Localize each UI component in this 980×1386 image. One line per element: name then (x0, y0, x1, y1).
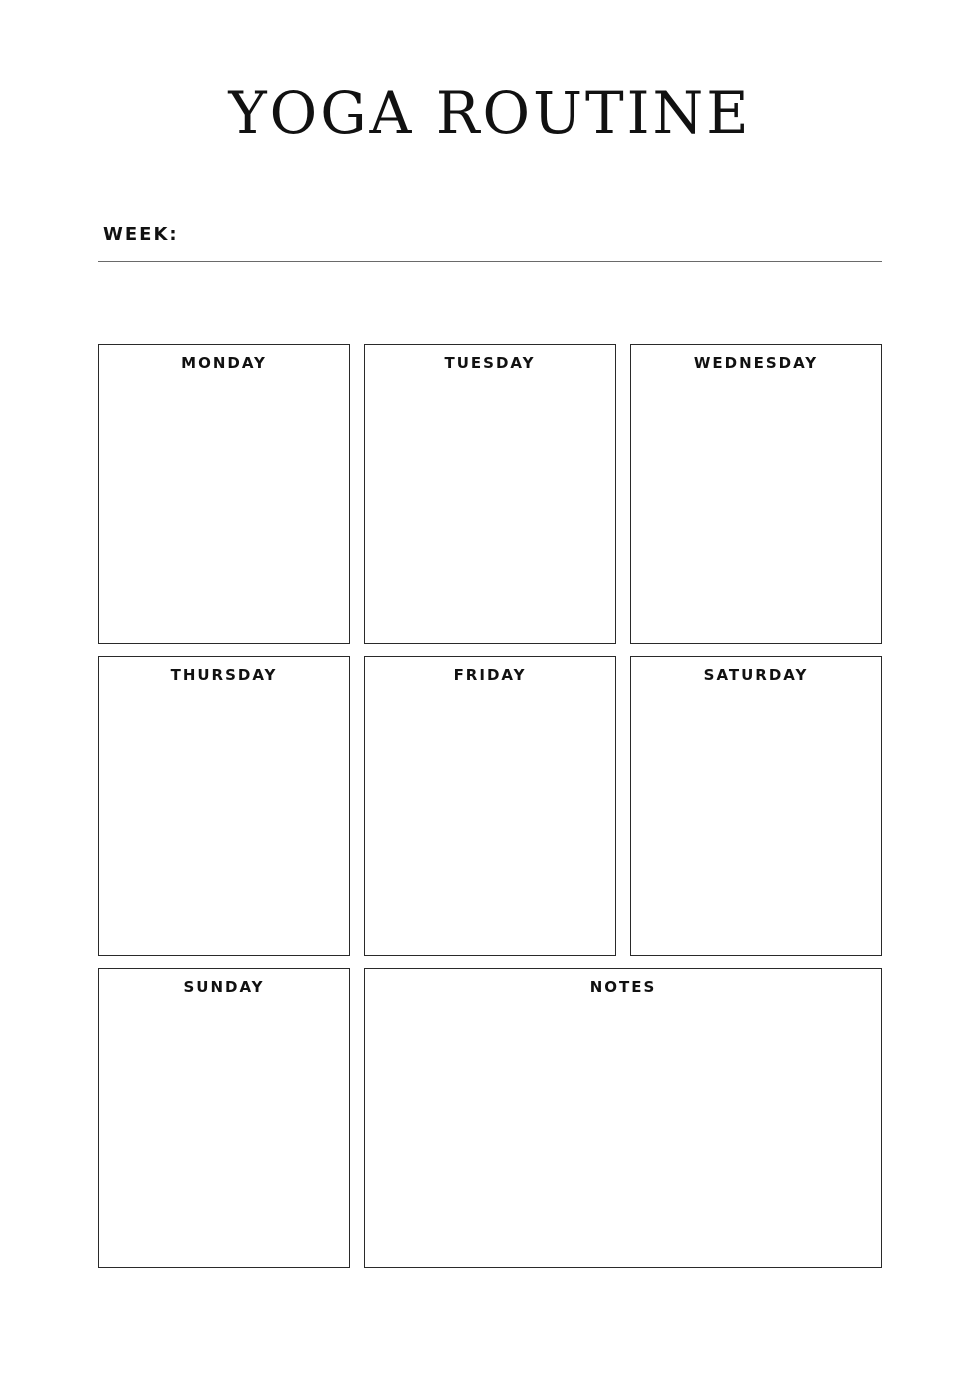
day-writing-area-saturday[interactable] (632, 691, 880, 954)
page-title: YOGA ROUTINE (228, 79, 752, 147)
day-box-monday (98, 344, 350, 644)
day-writing-area-friday[interactable] (366, 691, 614, 954)
day-label-monday: MONDAY (181, 354, 267, 372)
day-box-saturday (630, 656, 882, 956)
notes-box (364, 968, 882, 1268)
notes-label: NOTES (589, 978, 657, 996)
day-label-friday: FRIDAY (453, 666, 527, 684)
day-label-thursday: THURSDAY (170, 666, 278, 684)
day-writing-area-tuesday[interactable] (366, 379, 614, 642)
day-box-sunday (98, 968, 350, 1268)
day-box-thursday (98, 656, 350, 956)
day-box-wednesday (630, 344, 882, 644)
week-input-line[interactable] (98, 261, 882, 262)
day-box-tuesday (364, 344, 616, 644)
notes-writing-area[interactable] (366, 1003, 880, 1266)
day-writing-area-sunday[interactable] (100, 1003, 348, 1266)
day-label-wednesday: WEDNESDAY (693, 354, 819, 372)
day-writing-area-wednesday[interactable] (632, 379, 880, 642)
day-label-tuesday: TUESDAY (444, 354, 536, 372)
day-writing-area-thursday[interactable] (100, 691, 348, 954)
day-box-friday (364, 656, 616, 956)
week-label: WEEK: (103, 224, 179, 245)
day-label-sunday: SUNDAY (183, 978, 265, 996)
day-label-saturday: SATURDAY (703, 666, 809, 684)
day-writing-area-monday[interactable] (100, 379, 348, 642)
